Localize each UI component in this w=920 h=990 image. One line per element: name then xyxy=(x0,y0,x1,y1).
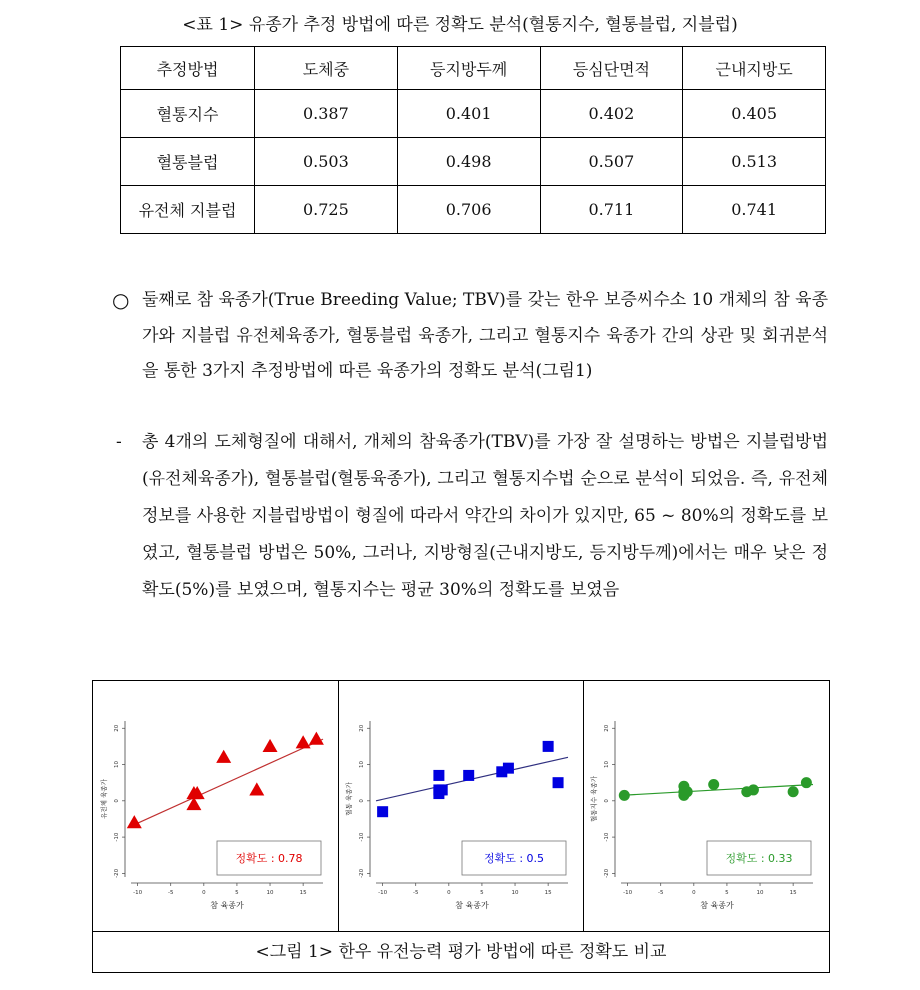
circle-bullet-icon: ○ xyxy=(112,288,130,312)
x-axis-label: 참 육종가 xyxy=(210,901,244,910)
x-axis-label: 참 육종가 xyxy=(455,901,489,910)
y-tick-label: 20 xyxy=(359,724,365,732)
x-tick-label: 5 xyxy=(235,890,239,896)
table-cell: 0.401 xyxy=(397,90,540,138)
data-point xyxy=(216,750,231,763)
row-method: 혈통블럽 xyxy=(121,138,255,186)
data-point xyxy=(801,777,812,788)
y-tick-label: -10 xyxy=(604,832,610,842)
x-tick-label: 0 xyxy=(202,890,206,896)
scatter-chart-genomic xyxy=(93,681,338,931)
x-tick-label: 0 xyxy=(447,890,451,896)
x-tick-label: -5 xyxy=(167,890,174,896)
data-point xyxy=(263,739,278,752)
table-row xyxy=(121,90,826,138)
x-tick-label: 5 xyxy=(725,890,729,896)
table-row xyxy=(121,138,826,186)
header-backfat: 등지방두께 xyxy=(397,47,540,90)
figure-caption: <그림 1> 한우 유전능력 평가 방법에 따른 정확도 비교 xyxy=(93,931,829,972)
data-point xyxy=(503,763,514,774)
y-axis-label: 혈통지수 육종가 xyxy=(590,775,598,823)
y-tick-label: 10 xyxy=(604,761,610,769)
y-tick-label: 10 xyxy=(114,761,120,769)
accuracy-annotation: 정확도 : 0.5 xyxy=(483,852,545,865)
data-point xyxy=(249,782,264,795)
header-eye-muscle-area: 등심단면적 xyxy=(540,47,683,90)
data-point xyxy=(127,815,142,828)
table-cell: 0.711 xyxy=(540,186,683,234)
y-tick-label: 0 xyxy=(604,799,610,803)
table-row xyxy=(121,186,826,234)
data-point xyxy=(553,777,564,788)
data-point xyxy=(463,770,474,781)
row-method: 유전체 지블럽 xyxy=(121,186,255,234)
data-point xyxy=(437,784,448,795)
table-cell: 0.507 xyxy=(540,138,683,186)
accuracy-annotation: 정확도 : 0.33 xyxy=(725,852,793,865)
x-tick-label: -10 xyxy=(133,890,143,896)
table-cell: 0.725 xyxy=(255,186,398,234)
figure-box xyxy=(92,680,830,973)
y-tick-label: 0 xyxy=(359,799,365,803)
x-tick-label: 15 xyxy=(789,890,797,896)
y-tick-label: 20 xyxy=(604,724,610,732)
data-point xyxy=(296,735,311,748)
regression-line xyxy=(131,739,323,826)
x-tick-label: -10 xyxy=(623,890,633,896)
y-tick-label: -20 xyxy=(359,868,365,878)
data-point xyxy=(682,786,693,797)
table-cell: 0.402 xyxy=(540,90,683,138)
table-cell: 0.503 xyxy=(255,138,398,186)
header-method: 추정방법 xyxy=(121,47,255,90)
data-point xyxy=(309,732,324,745)
data-point xyxy=(543,741,554,752)
y-tick-label: 0 xyxy=(114,799,120,803)
header-marbling: 근내지방도 xyxy=(683,47,826,90)
y-axis-label: 혈통 육종가 xyxy=(345,782,353,816)
row-method: 혈통지수 xyxy=(121,90,255,138)
x-tick-label: 0 xyxy=(692,890,696,896)
y-tick-label: 10 xyxy=(359,761,365,769)
table-header-row xyxy=(121,47,826,90)
table-cell: 0.706 xyxy=(397,186,540,234)
chart-panel-pedigree-blup xyxy=(338,681,584,931)
y-tick-label: -10 xyxy=(359,832,365,842)
y-tick-label: -20 xyxy=(604,868,610,878)
y-tick-label: -20 xyxy=(114,868,120,878)
bullet-text: 둘째로 참 육종가(True Breeding Value; TBV)를 갖는 한우 보증씨수소 10 개체의 참 육종가와 지블럽 유전체육종가, 혈통블럽 육종가, 그리고 혈통지수 육종가 간의 상관 및 회귀분석을 통한 3가지 추정방법에 따른 육종가의 정확도 분석(그림1) xyxy=(142,290,828,381)
x-tick-label: 15 xyxy=(299,890,307,896)
dash-marker: - xyxy=(116,432,122,452)
data-point xyxy=(619,790,630,801)
chart-panel-pedigree-index xyxy=(583,681,830,931)
x-tick-label: -10 xyxy=(378,890,388,896)
dash-paragraph xyxy=(116,424,828,609)
bullet-paragraph xyxy=(112,283,828,390)
table-caption: <표 1> 유종가 추정 방법에 따른 정확도 분석(혈통지수, 혈통블럽, 지블럽) xyxy=(182,15,738,35)
data-point xyxy=(788,786,799,797)
x-axis-label: 참 육종가 xyxy=(700,901,734,910)
x-tick-label: 10 xyxy=(511,890,519,896)
x-tick-label: -5 xyxy=(657,890,664,896)
scatter-chart-pedigree-index xyxy=(583,681,829,931)
accuracy-annotation: 정확도 : 0.78 xyxy=(235,852,303,865)
dash-text: 총 4개의 도체형질에 대해서, 개체의 참육종가(TBV)를 가장 잘 설명하는 방법은 지블럽방법(유전체육종가), 혈통블럽(혈통육종가), 그리고 혈통지수법 순으로 분석이 되었음. 즉, 유전체정보를 사용한 지블럽방법이 형질에 따라서 약간의 차이가 있지만, 65 ~ 80%의 정확도를 보였고, 혈통블럽 방법은 50%, 그러나, 지방형질(근내지방도, 등지방두께)에서는 매우 낮은 정확도(5%)를 보였으며, 혈통지수는 평균 30%의 정확도를 보였음 xyxy=(142,432,828,600)
data-point xyxy=(748,784,759,795)
x-tick-label: -5 xyxy=(412,890,419,896)
data-point xyxy=(377,806,388,817)
table-cell: 0.498 xyxy=(397,138,540,186)
header-carcass-weight: 도체중 xyxy=(255,47,398,90)
x-tick-label: 5 xyxy=(480,890,484,896)
table-cell: 0.405 xyxy=(683,90,826,138)
accuracy-table xyxy=(120,46,826,234)
x-tick-label: 10 xyxy=(266,890,274,896)
table-cell: 0.741 xyxy=(683,186,826,234)
x-tick-label: 15 xyxy=(544,890,552,896)
table-cell: 0.387 xyxy=(255,90,398,138)
x-tick-label: 10 xyxy=(756,890,764,896)
table-cell: 0.513 xyxy=(683,138,826,186)
scatter-chart-pedigree-blup xyxy=(338,681,583,931)
data-point xyxy=(433,770,444,781)
y-tick-label: -10 xyxy=(114,832,120,842)
y-tick-label: 20 xyxy=(114,724,120,732)
y-axis-label: 유전체 육종가 xyxy=(100,779,108,819)
chart-panel-genomic xyxy=(93,681,339,931)
data-point xyxy=(708,779,719,790)
